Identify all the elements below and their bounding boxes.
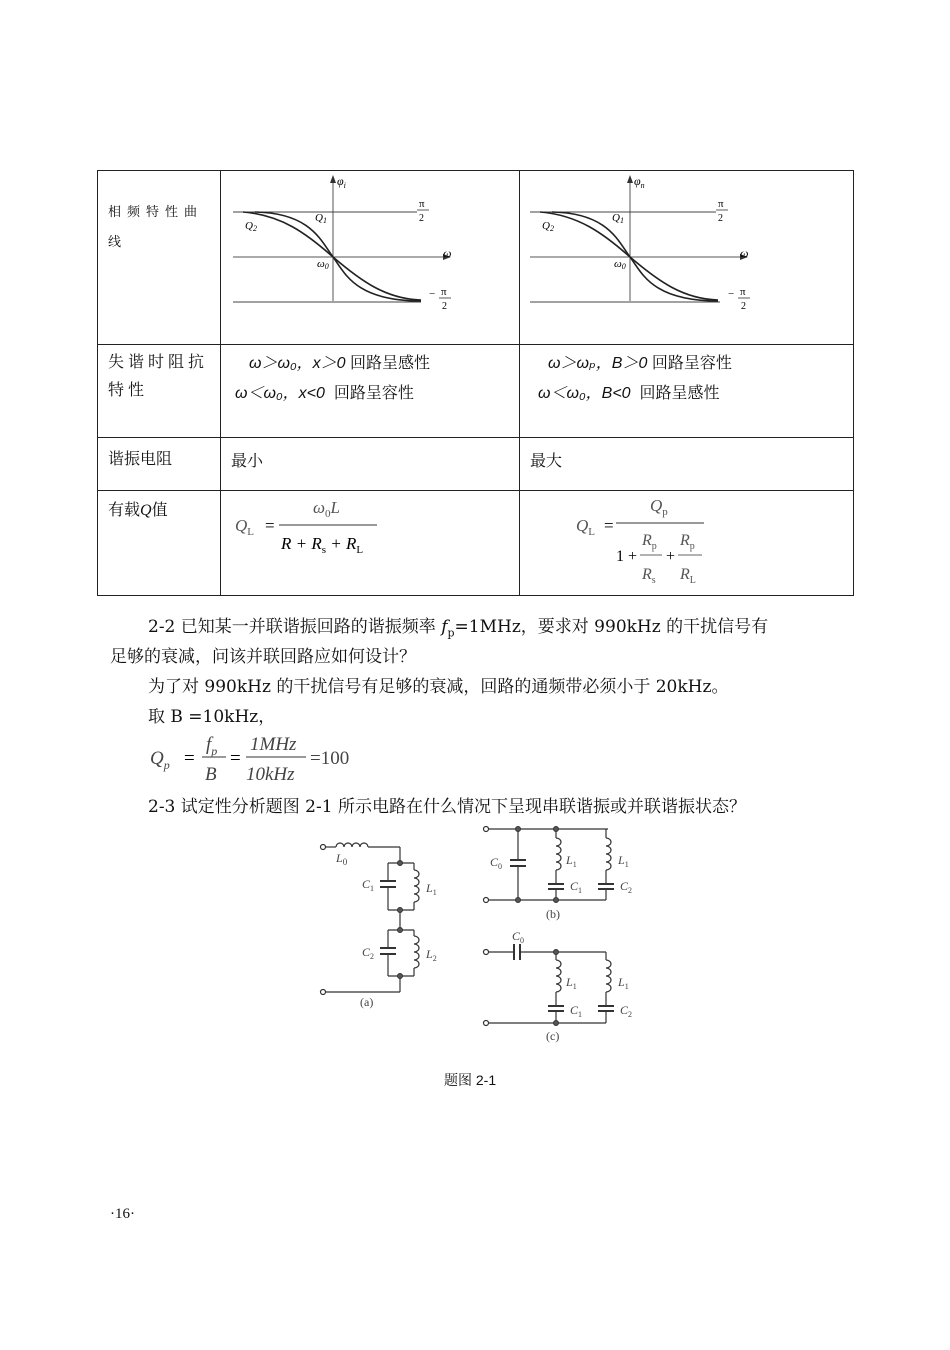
svg-text:=: =	[230, 748, 241, 769]
left-phase-curve	[221, 171, 520, 318]
table-row	[98, 171, 854, 345]
svg-text:−: −	[429, 288, 436, 300]
svg-text:Q1: Q1	[315, 212, 327, 225]
svg-text:Qp: $Q_p$	[150, 748, 170, 772]
svg-text:L1: $L_1$	[426, 881, 437, 897]
left-q-formula-cell	[221, 491, 520, 596]
svg-text:1 +: 1 +	[616, 548, 638, 565]
svg-text:ω0: ω0	[614, 258, 626, 271]
row-label-phase: 相频特性曲线	[98, 171, 221, 345]
svg-text:(a): (a)	[360, 995, 374, 1009]
svg-text:π: π	[740, 286, 746, 298]
svg-text:B: B	[205, 764, 217, 785]
svg-text:L1: $L_1$	[566, 975, 577, 991]
svg-text:ω0: ω0	[317, 258, 329, 271]
right-q-formula-cell	[520, 491, 854, 596]
problem-2-3: 2-3 试定性分析题图 2-1 所示电路在什么情况下呈现串联谐振或并联谐振状态？	[148, 797, 746, 817]
svg-text:φi: $\varphi_i$	[337, 174, 346, 190]
svg-text:ω: ω	[443, 246, 452, 260]
svg-text:π: π	[718, 198, 724, 210]
svg-text:C1: $C_1$	[362, 877, 375, 893]
svg-text:fp: $f_p$	[206, 734, 218, 758]
svg-text:C0: $C_0$	[512, 929, 525, 945]
svg-text:+: +	[666, 548, 676, 565]
svg-text:2: 2	[419, 213, 424, 224]
left-detune-cell: ω＞ω₀，x＞0 回路呈感性 ω＜ω₀，x<0 回路呈容性	[221, 345, 520, 438]
circuit-figure-2-1	[300, 820, 660, 1050]
svg-text:L2: $L_2$	[426, 947, 437, 963]
table-row	[98, 491, 854, 596]
svg-text:=: =	[184, 748, 195, 769]
svg-text:(c): (c)	[546, 1029, 560, 1043]
svg-text:RL: $R_L$	[680, 566, 696, 586]
svg-text:2: 2	[741, 301, 746, 312]
svg-text:ω: ω	[740, 246, 749, 260]
svg-text:−: −	[728, 288, 735, 300]
right-resistance: 最大	[520, 438, 854, 491]
svg-text:L1: $L_1$	[618, 975, 629, 991]
svg-text:2: 2	[718, 213, 723, 224]
svg-text:C2: $C_2$	[362, 945, 375, 961]
svg-text:π: π	[441, 286, 447, 298]
table-row	[98, 438, 854, 491]
svg-text:QL: $Q_L$	[576, 516, 596, 538]
problem-2-2-line2: 足够的衰减，问该并联回路应如何设计？	[110, 647, 416, 667]
right-phase-curve	[520, 171, 854, 318]
left-q-formula	[221, 491, 520, 589]
svg-text:Q2: Q2	[245, 220, 257, 233]
problem-2-2-line4: 取 B =10kHz，	[148, 707, 276, 727]
svg-text:R + Rs + RL: $R + R_s + R_L$	[281, 534, 364, 556]
page-number: ·16·	[110, 1206, 135, 1222]
svg-text:=100: =100	[310, 748, 350, 769]
svg-text:Q1: Q1	[612, 212, 624, 225]
comparison-table	[97, 170, 854, 596]
right-phase-curve-cell	[520, 171, 854, 345]
svg-text:=: =	[265, 516, 275, 535]
problem-2-2-line1: 2-2 已知某一并联谐振回路的谐振频率 $f_p=1MHz$，要求对 990kHz 的干扰信号有	[148, 617, 769, 640]
svg-text:L0: $L_0$	[336, 851, 348, 867]
left-phase-curve-cell	[221, 171, 520, 345]
svg-text:C2: $C_2$	[620, 1003, 633, 1019]
svg-text:Rp: $R_p$	[680, 532, 695, 552]
svg-text:C0: $C_0$	[490, 855, 503, 871]
right-detune-cell: ω＞ωₚ，B＞0 回路呈容性 ω＜ω₀，B<0 回路呈感性	[520, 345, 854, 438]
svg-text:2: 2	[442, 301, 447, 312]
row-label-detune: 失谐时阻抗 特性	[98, 345, 221, 438]
svg-text:Qp: $Q_p$	[650, 496, 668, 518]
svg-text:φn: $\varphi_n$	[634, 174, 645, 190]
svg-text:=: =	[604, 516, 614, 535]
svg-text:L1: $L_1$	[566, 853, 577, 869]
svg-text:(b): (b)	[546, 907, 560, 921]
figure-caption: 题图 2-1	[444, 1072, 497, 1088]
left-resistance: 最小	[221, 438, 520, 491]
svg-text:1MHz: 1MHz	[250, 734, 297, 755]
row-label-loaded-q: 有载Q值	[98, 491, 221, 596]
svg-text:π: π	[419, 198, 425, 210]
svg-text:Q2: Q2	[542, 220, 554, 233]
svg-text:Rp: $R_p$	[642, 532, 657, 552]
row-label-resistance: 谐振电阻	[98, 438, 221, 491]
right-q-formula	[520, 491, 854, 589]
svg-text:ω0L: $\omega_0L$	[313, 498, 340, 520]
q-formula	[148, 730, 388, 786]
problem-2-2-line3: 为了对 990kHz 的干扰信号有足够的衰减，回路的通频带必须小于 20kHz。	[148, 677, 729, 697]
table-row	[98, 345, 854, 438]
svg-text:QL: $Q_L$	[235, 516, 255, 538]
svg-text:Rs: $R_s$	[642, 566, 656, 586]
svg-text:10kHz: 10kHz	[246, 764, 295, 785]
svg-text:L1: $L_1$	[618, 853, 629, 869]
svg-text:C1: $C_1$	[570, 879, 583, 895]
svg-text:C1: $C_1$	[570, 1003, 583, 1019]
svg-text:C2: $C_2$	[620, 879, 633, 895]
